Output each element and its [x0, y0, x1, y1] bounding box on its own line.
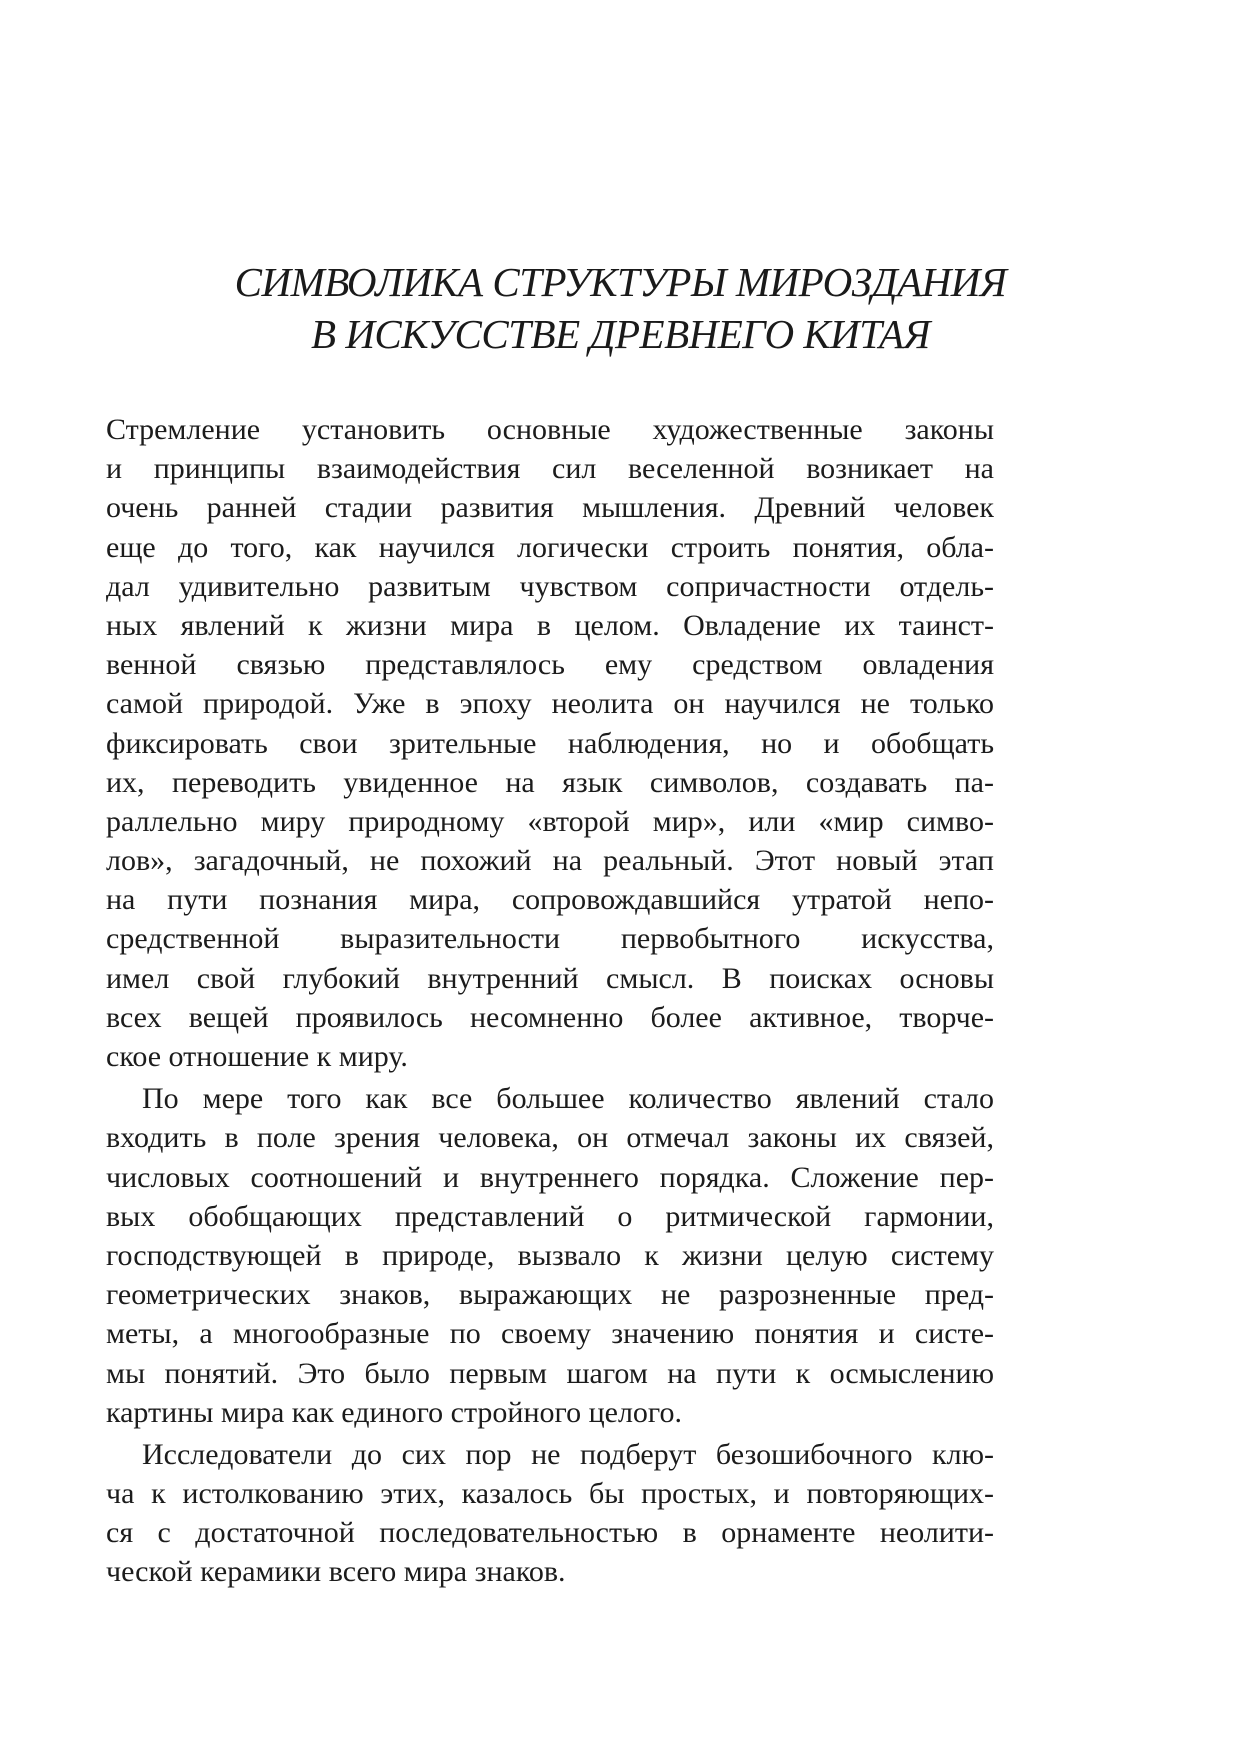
text-line: По мере того как все большее количество явлений стало [142, 1082, 994, 1116]
text-line: лов», загадочный, не похожий на реальный. Этот новый этап [106, 844, 994, 878]
text-line: имел свой глубокий внутренний смысл. В поисках основы [106, 961, 994, 995]
chapter-title [100, 256, 1141, 360]
text-line: ных явлений к жизни мира в целом. Овладение их таинст- [106, 608, 994, 642]
text-line: картины мира как единого стройного целого. [106, 1395, 682, 1429]
text-line: вых обобщающих представлений о ритмической гармонии, [106, 1199, 994, 1233]
text-line: дал удивительно развитым чувством сопричастности отдель- [106, 569, 994, 603]
paragraph [106, 410, 994, 1076]
text-line: раллельно миру природному «второй мир», или «мир симво- [106, 804, 994, 838]
text-line: входить в поле зрения человека, он отмечал законы их связей, [106, 1121, 994, 1155]
text-line: венной связью представлялось ему средством овладения [106, 648, 994, 682]
text-line: мы понятий. Это было первым шагом на пути к осмыслению [106, 1356, 994, 1390]
text-line: Стремление установить основные художественные законы [106, 413, 994, 446]
chapter-title-line-1: СИМВОЛИКА СТРУКТУРЫ МИРОЗДАНИЯ [234, 259, 1007, 305]
text-line: очень ранней стадии развития мышления. Древний человек [106, 491, 994, 525]
text-line: и принципы взаимодействия сил веселенной возникает на [106, 452, 994, 486]
text-line: ся с достаточной последовательностью в орнаменте неолити- [106, 1516, 994, 1550]
text-line: числовых соотношений и внутреннего порядка. Сложение пер- [106, 1160, 994, 1194]
text-line: господствующей в природе, вызвало к жизни целую систему [106, 1238, 994, 1272]
text-line: фиксировать свои зрительные наблюдения, но и обобщать [106, 726, 994, 760]
text-line: ча к истолкованию этих, казалось бы простых, и повторяющих- [106, 1477, 994, 1511]
text-line: еще до того, как научился логически строить понятия, обла- [106, 530, 994, 564]
chapter-title-line-2: В ИСКУССТВЕ ДРЕВНЕГО КИТАЯ [311, 311, 930, 357]
text-line: ческой керамики всего мира знаков. [106, 1555, 566, 1589]
text-line: геометрических знаков, выражающих не разрозненные пред- [106, 1278, 994, 1312]
text-line: меты, а многообразные по своему значению понятия и систе- [106, 1317, 994, 1351]
text-line: самой природой. Уже в эпоху неолита он научился не только [106, 687, 994, 721]
text-line: на пути познания мира, сопровождавшийся утратой непо- [106, 883, 994, 917]
text-line: средственной выразительности первобытного искусства, [106, 922, 994, 956]
paragraph [106, 1435, 994, 1592]
text-line: всех вещей проявилось несомненно более активное, творче- [106, 1000, 994, 1034]
text-line: Исследователи до сих пор не подберут безошибочного клю- [142, 1437, 994, 1471]
body-text [106, 410, 994, 1592]
text-line: ское отношение к миру. [106, 1040, 408, 1073]
paragraph [106, 1079, 994, 1432]
text-line: их, переводить увиденное на язык символов, создавать па- [106, 765, 994, 799]
